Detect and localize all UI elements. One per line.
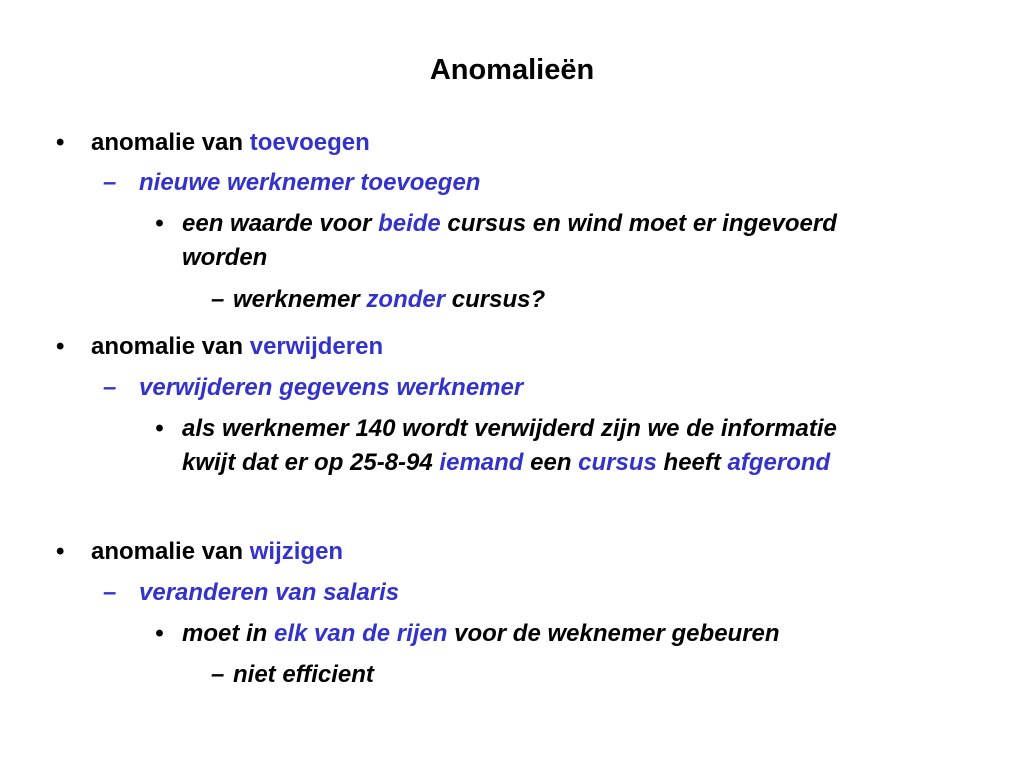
detail-text: voor de weknemer gebeuren — [447, 620, 780, 647]
bullet-delete-anomaly — [56, 331, 384, 363]
bullet-text: anomalie van — [91, 333, 250, 360]
keyword-zonder: zonder — [366, 286, 446, 313]
detail-delete-continuation — [182, 446, 830, 480]
bullet-add-anomaly — [56, 127, 370, 159]
keyword-verwijderen: verwijderen — [249, 333, 384, 360]
subbullet-add-employee — [103, 166, 481, 200]
detail-text: een waarde voor — [182, 210, 379, 237]
dash-marker: – — [103, 374, 117, 401]
detail-add-both-values — [155, 207, 837, 241]
bullet-marker: • — [56, 538, 65, 565]
bullet-marker: • — [155, 415, 164, 442]
subdetail-not-efficient — [211, 658, 374, 692]
dash-marker: – — [211, 661, 225, 688]
detail-text: heeft — [656, 449, 728, 476]
subdetail-text: werknemer — [233, 286, 367, 313]
keyword-beide: beide — [378, 210, 441, 237]
subbullet-change-salary — [103, 576, 400, 610]
dash-marker: – — [103, 169, 117, 196]
subbullet-delete-employee-data — [103, 371, 524, 405]
subdetail-text: niet efficient — [233, 661, 374, 688]
keyword-iemand: iemand — [439, 449, 524, 476]
detail-text: cursus en wind moet er ingevoerd — [440, 210, 837, 237]
detail-text: een — [523, 449, 579, 476]
detail-add-continuation — [182, 241, 267, 275]
subbullet-text: veranderen van salaris — [139, 579, 400, 606]
keyword-elk-van-de-rijen: elk van de rijen — [274, 620, 448, 647]
bullet-text: anomalie van — [91, 538, 250, 565]
detail-text: als werknemer 140 wordt verwijderd zijn we de informatie — [182, 415, 837, 442]
subbullet-text: verwijderen gegevens werknemer — [139, 374, 524, 401]
bullet-text: anomalie van — [91, 129, 250, 156]
bullet-update-anomaly — [56, 536, 344, 568]
slide-title: Anomalieën — [429, 54, 595, 86]
subdetail-employee-without-course — [211, 283, 546, 317]
keyword-toevoegen: toevoegen — [249, 129, 370, 156]
bullet-marker: • — [155, 210, 164, 237]
bullet-marker: • — [155, 620, 164, 647]
dash-marker: – — [211, 286, 225, 313]
detail-text: kwijt dat er op 25-8-94 — [182, 449, 440, 476]
keyword-afgerond: afgerond — [727, 449, 831, 476]
bullet-marker: • — [56, 333, 65, 360]
detail-text: moet in — [182, 620, 275, 647]
detail-text: worden — [182, 244, 268, 271]
keyword-cursus: cursus — [578, 449, 657, 476]
detail-delete-employee-140 — [155, 412, 837, 446]
detail-update-every-row — [155, 617, 780, 651]
subdetail-text: cursus? — [445, 286, 546, 313]
keyword-wijzigen: wijzigen — [249, 538, 344, 565]
bullet-marker: • — [56, 129, 65, 156]
subbullet-text: nieuwe werknemer toevoegen — [139, 169, 481, 196]
dash-marker: – — [103, 579, 117, 606]
